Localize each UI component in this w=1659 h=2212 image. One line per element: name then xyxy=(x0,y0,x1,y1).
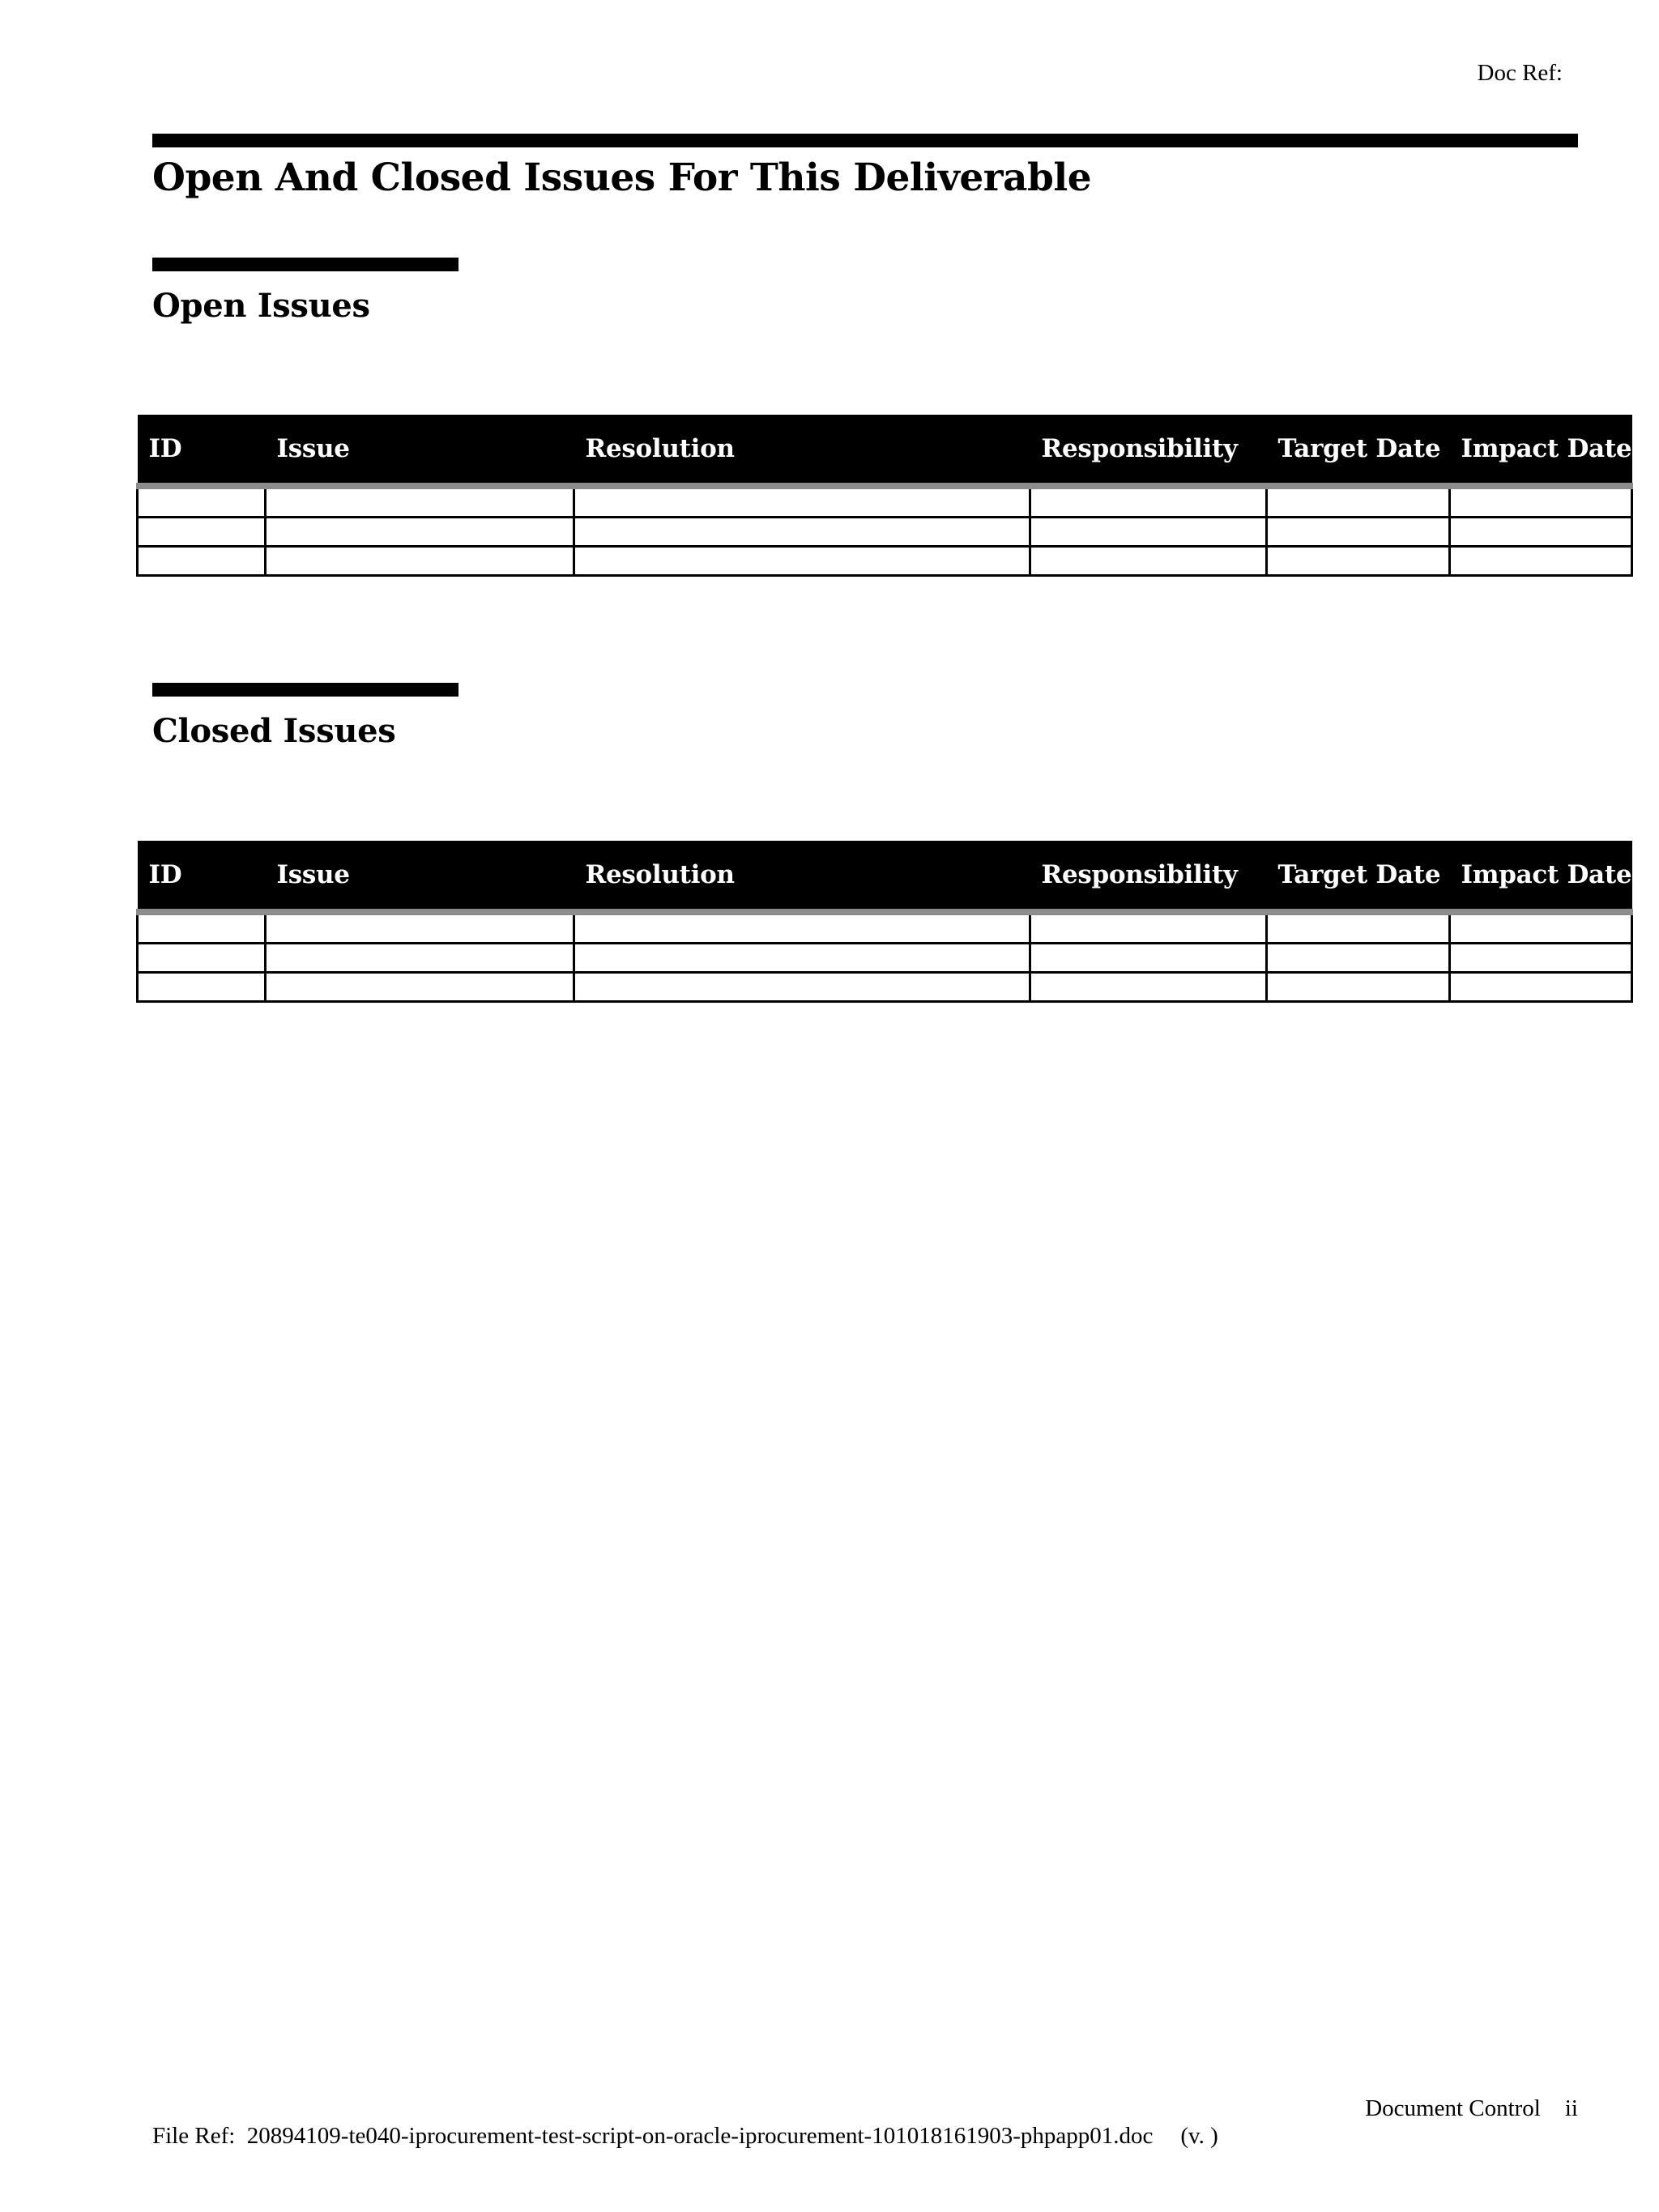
table-header-row xyxy=(138,415,1632,486)
table-header-row xyxy=(138,841,1632,912)
table-cell[interactable] xyxy=(1267,973,1450,1002)
closed-issues-rule xyxy=(152,683,458,697)
page-number: ii xyxy=(1564,2095,1578,2121)
table-cell[interactable] xyxy=(574,912,1030,944)
title-rule xyxy=(152,134,1578,147)
column-header-resolution: Resolution xyxy=(574,841,1030,912)
open-issues-heading: Open Issues xyxy=(152,287,370,325)
table-cell[interactable] xyxy=(1030,944,1267,973)
table-row xyxy=(138,973,1632,1002)
table-cell[interactable] xyxy=(266,973,574,1002)
table-cell[interactable] xyxy=(138,518,266,547)
table-cell[interactable] xyxy=(138,547,266,576)
table-row xyxy=(138,944,1632,973)
table-cell[interactable] xyxy=(1267,547,1450,576)
table-cell[interactable] xyxy=(1267,486,1450,518)
table-cell[interactable] xyxy=(1450,944,1632,973)
column-header-resolution: Resolution xyxy=(574,415,1030,486)
column-header-id: ID xyxy=(138,841,266,912)
table-row xyxy=(138,518,1632,547)
table-cell[interactable] xyxy=(266,547,574,576)
column-header-issue: Issue xyxy=(266,415,574,486)
table-cell[interactable] xyxy=(574,486,1030,518)
table-cell[interactable] xyxy=(266,518,574,547)
column-header-issue: Issue xyxy=(266,841,574,912)
doc-ref: Doc Ref: xyxy=(1477,60,1563,86)
table-cell[interactable] xyxy=(1267,912,1450,944)
footer-file-ref xyxy=(152,2123,1218,2150)
table-cell[interactable] xyxy=(1267,944,1450,973)
column-header-impact-date: Impact Date xyxy=(1450,841,1632,912)
table-cell[interactable] xyxy=(574,973,1030,1002)
table-row xyxy=(138,912,1632,944)
table-cell[interactable] xyxy=(138,944,266,973)
table-cell[interactable] xyxy=(1267,518,1450,547)
table-cell[interactable] xyxy=(266,944,574,973)
table-cell[interactable] xyxy=(1030,547,1267,576)
closed-issues-table xyxy=(136,841,1633,1003)
table-cell[interactable] xyxy=(1030,518,1267,547)
footer-section: Document Control xyxy=(1365,2095,1541,2121)
table-cell[interactable] xyxy=(1450,912,1632,944)
open-issues-rule xyxy=(152,258,458,271)
column-header-responsibility: Responsibility xyxy=(1030,841,1267,912)
column-header-target-date: Target Date xyxy=(1267,415,1450,486)
table-cell[interactable] xyxy=(1450,547,1632,576)
table-cell[interactable] xyxy=(138,973,266,1002)
file-ref-value: 20894109-te040-iprocurement-test-script-on-oracle-iprocurement-101018161903-phpapp01.doc xyxy=(246,2123,1154,2149)
table-cell[interactable] xyxy=(574,518,1030,547)
table-cell[interactable] xyxy=(1030,486,1267,518)
table-cell[interactable] xyxy=(266,912,574,944)
page-title: Open And Closed Issues For This Deliverable xyxy=(152,156,1092,200)
file-ref-label: File Ref: xyxy=(152,2123,236,2149)
table-cell[interactable] xyxy=(138,486,266,518)
version-label: (v. ) xyxy=(1180,2123,1218,2149)
open-issues-table xyxy=(136,415,1633,577)
table-row xyxy=(138,486,1632,518)
column-header-responsibility: Responsibility xyxy=(1030,415,1267,486)
column-header-impact-date: Impact Date xyxy=(1450,415,1632,486)
closed-issues-heading: Closed Issues xyxy=(152,712,396,750)
column-header-id: ID xyxy=(138,415,266,486)
table-cell[interactable] xyxy=(1030,912,1267,944)
table-cell[interactable] xyxy=(574,944,1030,973)
footer-section-label xyxy=(1365,2095,1578,2122)
table-row xyxy=(138,547,1632,576)
table-cell[interactable] xyxy=(266,486,574,518)
table-cell[interactable] xyxy=(574,547,1030,576)
table-cell[interactable] xyxy=(138,912,266,944)
table-cell[interactable] xyxy=(1450,518,1632,547)
table-cell[interactable] xyxy=(1450,486,1632,518)
table-cell[interactable] xyxy=(1030,973,1267,1002)
table-cell[interactable] xyxy=(1450,973,1632,1002)
column-header-target-date: Target Date xyxy=(1267,841,1450,912)
